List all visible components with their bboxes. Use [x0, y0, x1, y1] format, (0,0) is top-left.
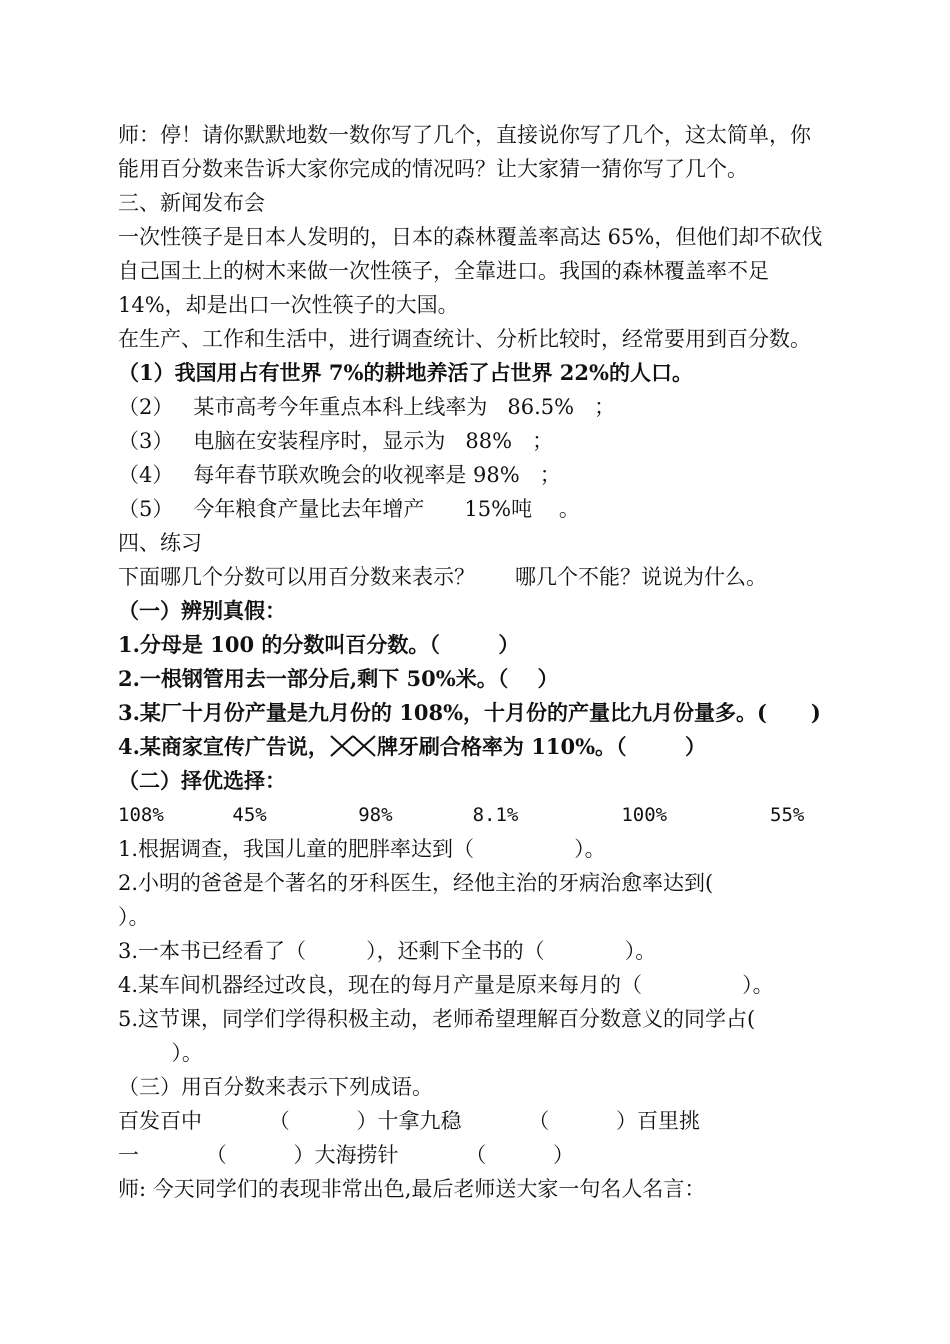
teacher-closing: 师: 今天同学们的表现非常出色,最后老师送大家一句名人名言：: [118, 1177, 706, 1201]
true-false-4-after: 牌牙刷合格率为 110%。（ ）: [376, 734, 707, 759]
choice-1: 1.根据调查，我国儿童的肥胖率达到（ ）。: [118, 837, 606, 861]
choice-3: 3.一本书已经看了（ ），还剩下全书的（ ）。: [118, 939, 657, 963]
practice-question: 下面哪几个分数可以用百分数来表示？ 哪几个不能？说说为什么。: [118, 565, 768, 589]
true-false-3: 3.某厂十月份产量是九月份的 108%，十月份的产量比九月份量多。( ): [118, 700, 821, 725]
idioms-line-2: 一 （ ）大海捞针 （ ）: [118, 1143, 575, 1167]
example-4: （4） 每年春节联欢晚会的收视率是 98% ；: [118, 463, 561, 487]
double-x-mark-icon: [329, 734, 377, 758]
section-three-heading: 三、新闻发布会: [118, 191, 265, 215]
part-one-heading: （一）辨别真假：: [118, 598, 286, 623]
usage-intro: 在生产、工作和生活中，进行调查统计、分析比较时，经常要用到百分数。: [118, 327, 811, 351]
true-false-4: [118, 730, 840, 764]
news-paragraph-1: 一次性筷子是日本人发明的，日本的森林覆盖率高达 65%，但他们却不砍伐: [118, 225, 823, 249]
example-3: （3） 电脑在安装程序时，显示为 88% ；: [118, 429, 554, 453]
news-paragraph-3: 14%，却是出口一次性筷子的大国。: [118, 293, 459, 317]
idioms-line-1: 百发百中 （ ）十拿九稳 （ ）百里挑: [118, 1109, 701, 1133]
choice-4: 4.某车间机器经过改良，现在的每月产量是原来每月的（ ）。: [118, 973, 774, 997]
example-1: （1）我国用占有世界 7%的耕地养活了占世界 22%的人口。: [118, 360, 693, 385]
choice-5: 5.这节课，同学们学得积极主动，老师希望理解百分数意义的同学占(: [118, 1007, 756, 1031]
document-page: [118, 118, 840, 1206]
teacher-line-2: 能用百分数来告诉大家你完成的情况吗？让大家猜一猜你写了几个。: [118, 157, 748, 181]
news-paragraph-2: 自己国土上的树木来做一次性筷子，全靠进口。我国的森林覆盖率不足: [118, 259, 769, 283]
part-three-heading: （三）用百分数来表示下列成语。: [118, 1075, 433, 1099]
section-four-heading: 四、练习: [118, 531, 202, 555]
teacher-line-1: 师：停！请你默默地数一数你写了几个，直接说你写了几个，这太简单，你: [118, 123, 811, 147]
true-false-2: 2.一根钢管用去一部分后,剩下 50%米。（ ）: [118, 666, 559, 691]
choice-options: 108% 45% 98% 8.1% 100% 55%: [118, 804, 805, 826]
true-false-4-before: 4.某商家宣传广告说，: [118, 734, 329, 759]
choice-2-cont: ）。: [118, 905, 150, 929]
example-5: （5） 今年粮食产量比去年增产 15%吨 。: [118, 497, 580, 521]
example-2: （2） 某市高考今年重点本科上线率为 86.5% ；: [118, 395, 616, 419]
true-false-1: 1.分母是 100 的分数叫百分数。（ ）: [118, 632, 520, 657]
choice-2: 2.小明的爸爸是个著名的牙科医生，经他主治的牙病治愈率达到(: [118, 871, 714, 895]
part-two-heading: （二）择优选择：: [118, 768, 286, 793]
choice-5-cont: ）。: [118, 1041, 203, 1065]
